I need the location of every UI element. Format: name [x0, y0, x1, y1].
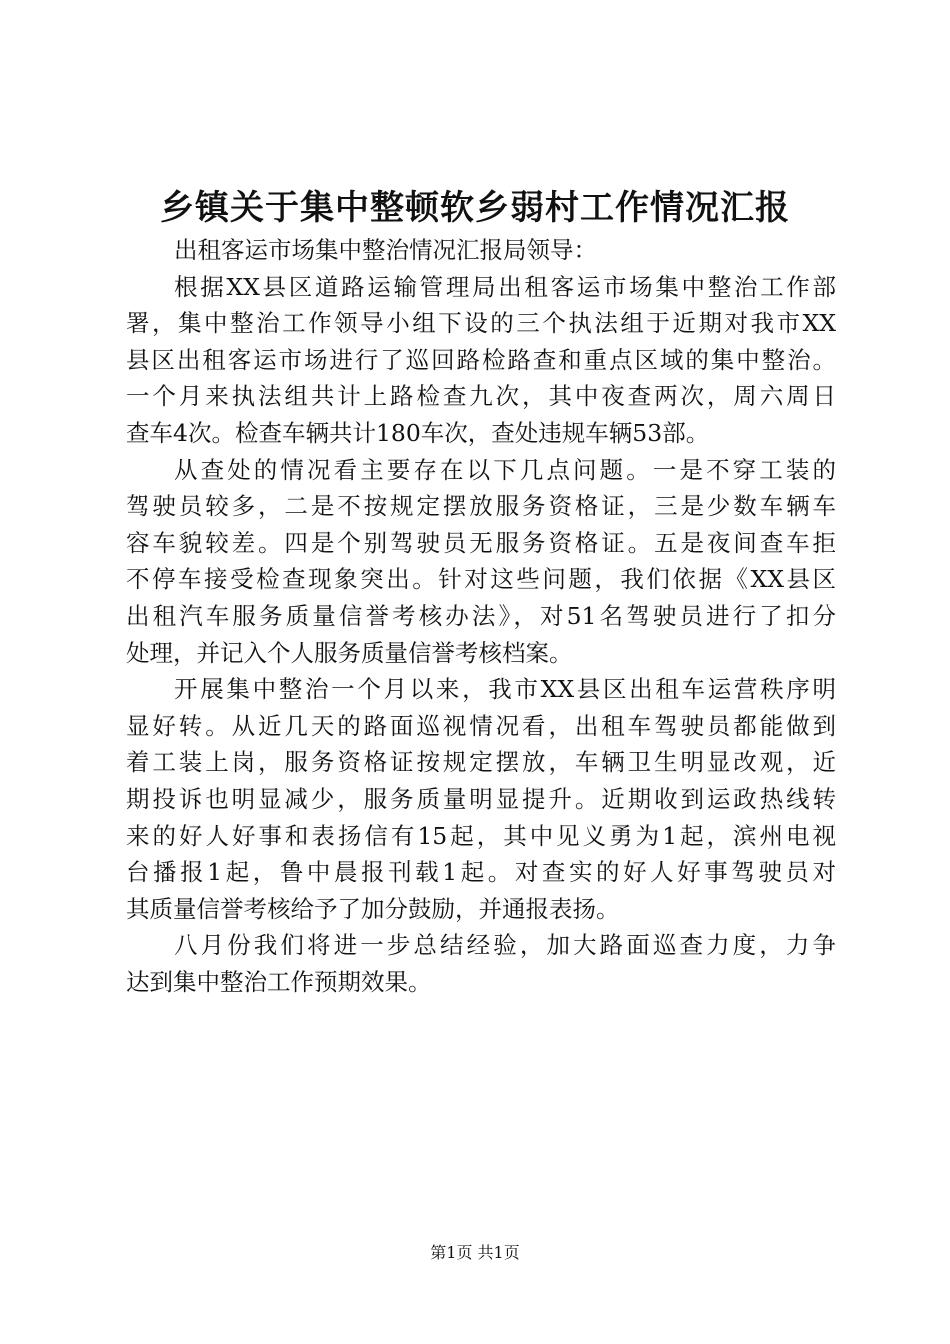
paragraph-line: 驾驶员较多，二是不按规定摆放服务资格证，三是少数车辆车 — [126, 492, 836, 521]
paragraph-line: 署，集中整治工作领导小组下设的三个执法组于近期对我市XX — [126, 309, 836, 338]
paragraph-line: 其质量信誉考核给予了加分鼓励，并通报表扬。 — [126, 894, 620, 923]
paragraph-line: 处理，并记入个人服务质量信誉考核档案。 — [126, 638, 573, 667]
document-title: 乡镇关于集中整顿软乡弱村工作情况汇报 — [160, 188, 790, 228]
paragraph-line: 县区出租客运市场进行了巡回路检路查和重点区域的集中整治。 — [126, 345, 836, 374]
paragraph-line: 来的好人好事和表扬信有15起，其中见义勇为1起，滨州电视 — [126, 821, 836, 850]
paragraph-line: 根据XX县区道路运输管理局出租客运市场集中整治工作部 — [174, 272, 836, 301]
paragraph-line: 出租客运市场集中整治情况汇报局领导： — [174, 236, 597, 264]
paragraph-line: 从查处的情况看主要存在以下几点问题。一是不穿工装的 — [174, 455, 836, 484]
paragraph-line: 台播报1起，鲁中晨报刊载1起。对查实的好人好事驾驶员对 — [126, 858, 836, 887]
paragraph-line: 不停车接受检查现象突出。针对这些问题，我们依据《XX县区 — [126, 565, 836, 594]
paragraph-line: 一个月来执法组共计上路检查九次，其中夜查两次，周六周日 — [126, 382, 836, 411]
paragraph-line: 查车4次。检查车辆共计180车次，查处违规车辆53部。 — [126, 418, 710, 447]
paragraph-line: 出租汽车服务质量信誉考核办法》，对51名驾驶员进行了扣分 — [126, 601, 836, 630]
paragraph-line: 开展集中整治一个月以来，我市XX县区出租车运营秩序明 — [174, 675, 836, 704]
paragraph-line: 达到集中整治工作预期效果。 — [126, 967, 432, 996]
document-body — [126, 232, 836, 1000]
paragraph-line: 容车貌较差。四是个别驾驶员无服务资格证。五是夜间查车拒 — [126, 528, 836, 557]
paragraph-line: 八月份我们将进一步总结经验，加大路面巡查力度，力争 — [174, 931, 836, 960]
paragraph-line: 着工装上岗，服务资格证按规定摆放，车辆卫生明显改观，近 — [126, 748, 836, 777]
paragraph-line: 期投诉也明显减少，服务质量明显提升。近期收到运政热线转 — [126, 784, 836, 813]
page-number-footer: 第1页 共1页 — [430, 1243, 520, 1262]
paragraph-line: 显好转。从近几天的路面巡视情况看，出租车驾驶员都能做到 — [126, 711, 836, 740]
